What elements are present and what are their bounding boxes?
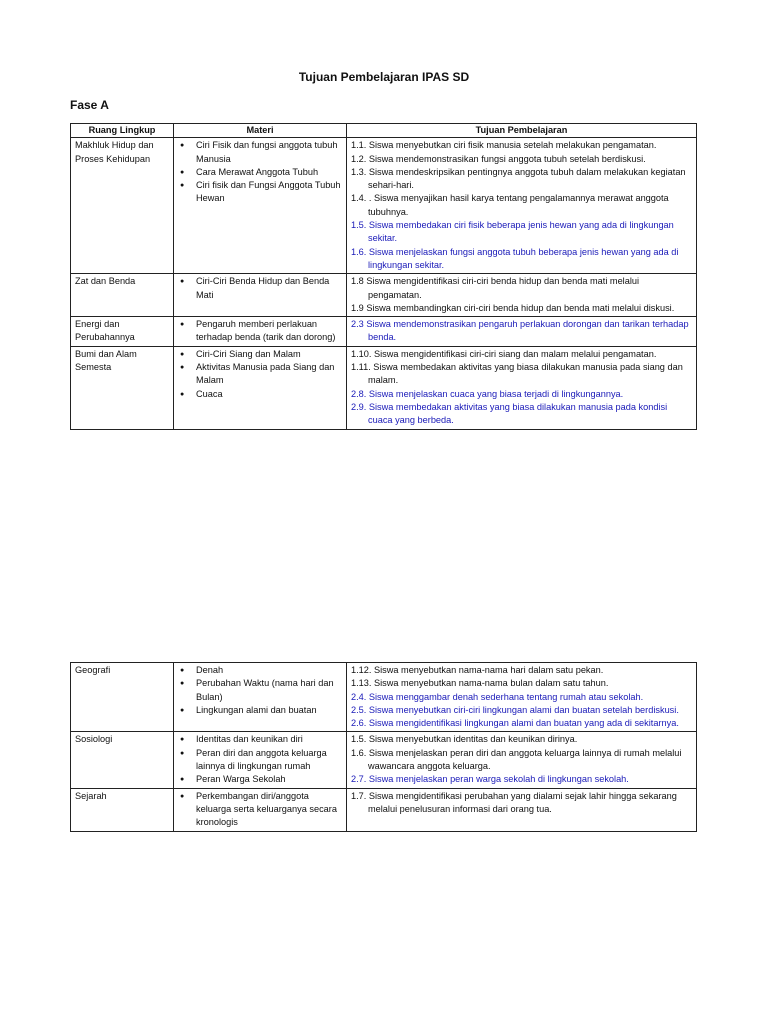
cell-tujuan xyxy=(347,788,697,831)
cell-tujuan xyxy=(347,663,697,732)
cell-materi xyxy=(174,663,347,732)
cell-ruang-lingkup: Bumi dan Alam Semesta xyxy=(71,346,174,429)
materi-item: ● Pengaruh memberi perlakuan terhadap benda (tarik dan dorong) xyxy=(196,318,342,345)
cell-ruang-lingkup: Zat dan Benda xyxy=(71,274,174,317)
table-row xyxy=(71,788,697,831)
cell-tujuan xyxy=(347,346,697,429)
materi-item: ● Ciri-Ciri Siang dan Malam xyxy=(196,348,342,361)
table-row xyxy=(71,138,697,274)
table-fase-a-part2 xyxy=(70,662,697,832)
cell-materi xyxy=(174,732,347,788)
tujuan-item: 1.7. Siswa mengidentifikasi perubahan yang dialami sejak lahir hingga sekarang melalui penelusuran informasi dari orang tua. xyxy=(351,790,677,814)
cell-tujuan xyxy=(347,138,697,274)
cell-ruang-lingkup: Sosiologi xyxy=(71,732,174,788)
header-ruang-lingkup: Ruang Lingkup xyxy=(71,124,174,138)
table-row xyxy=(71,317,697,347)
cell-materi xyxy=(174,346,347,429)
materi-item: ● Ciri-Ciri Benda Hidup dan Benda Mati xyxy=(196,275,342,302)
table-fase-a-part1 xyxy=(70,123,697,430)
tujuan-item: 1.3. Siswa mendeskripsikan pentingnya anggota tubuh dalam melakukan kegiatan sehari-hari. xyxy=(351,166,686,191)
table-header-row xyxy=(71,124,697,138)
tujuan-item: 1.10. Siswa mengidentifikasi ciri-ciri siang dan malam melalui pengamatan. xyxy=(351,348,657,359)
materi-item: ● Cara Merawat Anggota Tubuh xyxy=(196,166,342,179)
tujuan-item-highlighted: 1.5. Siswa membedakan ciri fisik beberapa jenis hewan yang ada di lingkungan sekitar. xyxy=(351,220,674,244)
cell-materi xyxy=(174,138,347,274)
materi-item: ● Ciri fisik dan Fungsi Anggota Tubuh Hewan xyxy=(196,179,342,206)
materi-item: ● Cuaca xyxy=(196,388,342,401)
cell-tujuan xyxy=(347,317,697,347)
cell-materi xyxy=(174,317,347,347)
tujuan-item: 1.5. Siswa menyebutkan identitas dan keunikan dirinya. xyxy=(351,734,578,745)
tujuan-item-highlighted: 2.7. Siswa menjelaskan peran warga sekolah di lingkungan sekolah. xyxy=(351,774,629,785)
cell-ruang-lingkup: Energi dan Perubahannya xyxy=(71,317,174,347)
tujuan-item-highlighted: 2.3 Siswa mendemonstrasikan pengaruh perlakuan dorongan dan tarikan terhadap benda. xyxy=(351,319,689,343)
table-row xyxy=(71,346,697,429)
fase-heading: Fase A xyxy=(70,98,109,112)
tujuan-item: 1.9 Siswa membandingkan ciri-ciri benda hidup dan benda mati melalui diskusi. xyxy=(351,302,675,313)
tujuan-item: 1.1. Siswa menyebutkan ciri fisik manusia setelah melakukan pengamatan. xyxy=(351,140,657,151)
header-tujuan-pembelajaran: Tujuan Pembelajaran xyxy=(347,124,697,138)
tujuan-item: 1.11. Siswa membedakan aktivitas yang biasa dilakukan manusia pada siang dan malam. xyxy=(351,362,683,386)
tujuan-item-highlighted: 2.4. Siswa menggambar denah sederhana tentang rumah atau sekolah. xyxy=(351,691,644,702)
cell-materi xyxy=(174,274,347,317)
materi-item: ● Peran Warga Sekolah xyxy=(196,773,342,786)
materi-item: ● Ciri Fisik dan fungsi anggota tubuh Manusia xyxy=(196,139,342,166)
materi-item: ● Peran diri dan anggota keluarga lainnya di lingkungan rumah xyxy=(196,747,342,774)
document-title: Tujuan Pembelajaran IPAS SD xyxy=(298,70,470,84)
materi-item: ● Denah xyxy=(196,664,342,677)
cell-ruang-lingkup: Sejarah xyxy=(71,788,174,831)
tujuan-item: 1.12. Siswa menyebutkan nama-nama hari dalam satu pekan. xyxy=(351,665,604,675)
cell-tujuan xyxy=(347,732,697,788)
tujuan-item-highlighted: 1.6. Siswa menjelaskan fungsi anggota tubuh beberapa jenis hewan yang ada di lingkungan sekitar. xyxy=(351,246,679,270)
tujuan-item: 1.2. Siswa mendemonstrasikan fungsi anggota tubuh setelah berdiskusi. xyxy=(351,153,646,164)
materi-item: ● Identitas dan keunikan diri xyxy=(196,733,342,746)
tujuan-item-highlighted: 2.8. Siswa menjelaskan cuaca yang biasa terjadi di lingkungannya. xyxy=(351,388,624,399)
materi-item: ● Perubahan Waktu (nama hari dan Bulan) xyxy=(196,677,342,704)
tujuan-item: 1.13. Siswa menyebutkan nama-nama bulan dalam satu tahun. xyxy=(351,678,609,689)
cell-ruang-lingkup: Makhluk Hidup dan Proses Kehidupan xyxy=(71,138,174,274)
tujuan-item-highlighted: 2.9. Siswa membedakan aktivitas yang biasa dilakukan manusia pada kondisi cuaca yang berbeda. xyxy=(351,401,668,426)
header-materi: Materi xyxy=(174,124,347,138)
table-row xyxy=(71,274,697,317)
materi-item: ● Lingkungan alami dan buatan xyxy=(196,704,342,717)
cell-tujuan xyxy=(347,274,697,317)
tujuan-item: 1.4. . Siswa menyajikan hasil karya tentang pengalamannya merawat anggota tubuhnya. xyxy=(351,193,669,217)
materi-item: ● Perkembangan diri/anggota keluarga serta keluarganya secara kronologis xyxy=(196,790,342,830)
tujuan-item: 1.6. Siswa menjelaskan peran diri dan anggota keluarga lainnya di rumah melalui wawancara anggota keluarga. xyxy=(351,747,682,772)
cell-ruang-lingkup: Geografi xyxy=(71,663,174,732)
table-row xyxy=(71,663,697,732)
table-row xyxy=(71,732,697,788)
tujuan-item-highlighted: 2.6. Siswa mengidentifikasi lingkungan alami dan buatan yang ada di sekitarnya. xyxy=(351,718,679,729)
tujuan-item-highlighted: 2.5. Siswa menyebutkan ciri-ciri lingkungan alami dan buatan setelah berdiskusi. xyxy=(351,704,679,715)
tujuan-item: 1.8 Siswa mengidentifikasi ciri-ciri benda hidup dan benda mati melalui pengamatan. xyxy=(351,276,640,300)
materi-item: ● Aktivitas Manusia pada Siang dan Malam xyxy=(196,361,342,388)
cell-materi xyxy=(174,788,347,831)
